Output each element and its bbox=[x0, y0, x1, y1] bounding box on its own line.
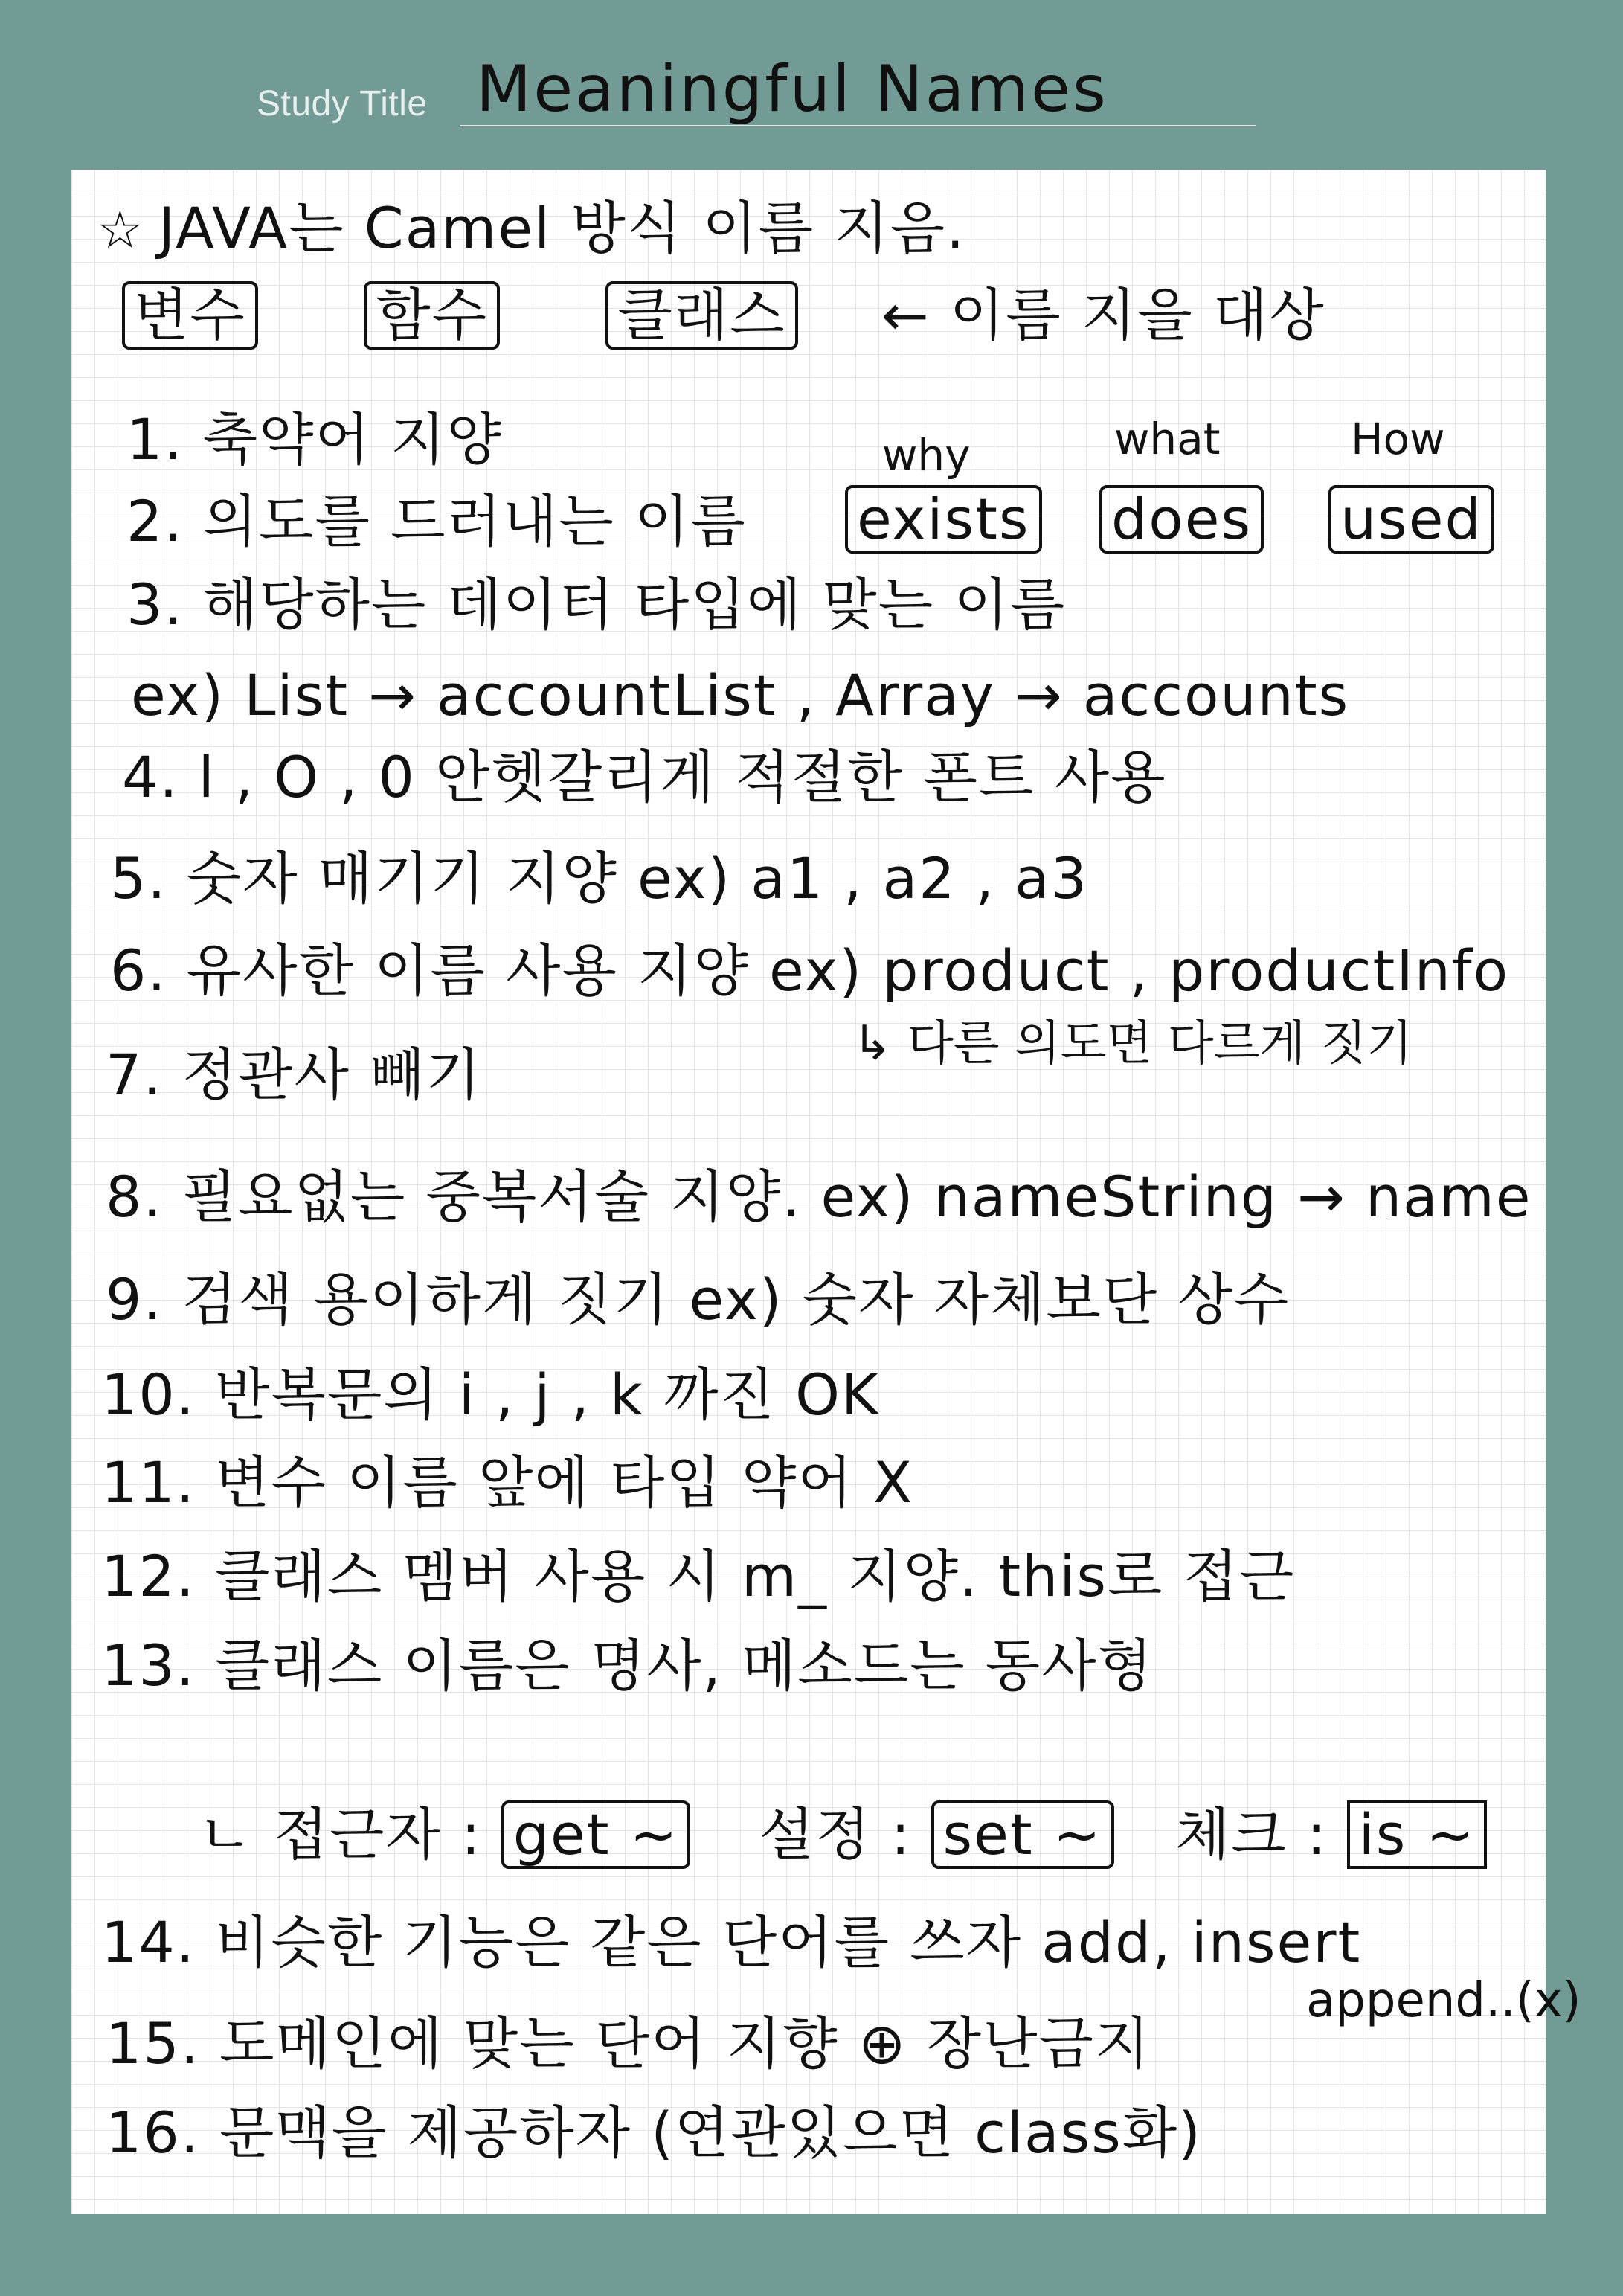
rule-1: 1. 축약어 지양 bbox=[126, 406, 503, 472]
targets-note: ← 이름 지을 대상 bbox=[881, 282, 1325, 348]
rule-15: 15. 도메인에 맞는 단어 지향 ⊕ 장난금지 bbox=[106, 2010, 1151, 2077]
rule-3: 3. 해당하는 데이터 타입에 맞는 이름 bbox=[126, 571, 1067, 638]
target-variable-box: 변수 bbox=[122, 281, 258, 350]
tag-used: used bbox=[1328, 485, 1494, 554]
rule-13-sub bbox=[198, 1800, 1487, 1869]
tag-does: does bbox=[1099, 485, 1264, 554]
rule-12: 12. 클래스 멤버 사용 시 m_ 지양. this로 접근 bbox=[101, 1543, 1296, 1609]
grid-paper bbox=[71, 170, 1581, 2214]
checker-label: 체크 : bbox=[1174, 1801, 1328, 1867]
getter-box: get ~ bbox=[501, 1800, 691, 1869]
rule-16: 16. 문맥을 제공하자 (연관있으면 class화) bbox=[106, 2100, 1202, 2166]
target-function-box: 함수 bbox=[364, 281, 500, 350]
rule-11: 11. 변수 이름 앞에 타입 약어 X bbox=[101, 1449, 914, 1516]
rule-6-note: ↳ 다른 의도면 다르게 짓기 bbox=[852, 1016, 1413, 1071]
tag-why-label: why bbox=[882, 430, 971, 481]
rule-8: 8. 필요없는 중복서술 지양. ex) nameString → name bbox=[106, 1164, 1532, 1230]
rule-5: 5. 숫자 매기기 지양 ex) a1 , a2 , a3 bbox=[110, 845, 1088, 911]
rule-10: 10. 반복문의 i , j , k 까진 OK bbox=[101, 1362, 880, 1428]
accessor-label: ㄴ 접근자 : bbox=[198, 1801, 482, 1867]
setter-box: set ~ bbox=[931, 1800, 1114, 1869]
rule-14-note: append..(x) bbox=[1306, 1973, 1581, 2028]
star-icon: ☆ bbox=[97, 199, 145, 260]
setter-label: 설정 : bbox=[759, 1801, 912, 1867]
rule-2: 2. 의도를 드러내는 이름 bbox=[126, 488, 747, 554]
study-title-value: Meaningful Names bbox=[476, 52, 1108, 126]
intro-text: JAVA는 Camel 방식 이름 지음. bbox=[158, 195, 966, 261]
tag-exists: exists bbox=[845, 485, 1042, 554]
tag-how-label: How bbox=[1351, 414, 1445, 464]
rule-4: 4. l , O , 0 안헷갈리게 적절한 폰트 사용 bbox=[122, 744, 1167, 810]
rule-9: 9. 검색 용이하게 짓기 ex) 숫자 자체보단 상수 bbox=[106, 1266, 1291, 1333]
checker-box: is ~ bbox=[1347, 1800, 1488, 1869]
intro-line bbox=[97, 195, 965, 263]
title-bar bbox=[0, 0, 1623, 164]
tag-does-box bbox=[1099, 485, 1264, 554]
target-class-box: 클래스 bbox=[605, 281, 797, 350]
rule-14: 14. 비슷한 기능은 같은 단어를 쓰자 add, insert bbox=[101, 1909, 1362, 1975]
tag-exists-box bbox=[845, 485, 1042, 554]
rule-3-example: ex) List → accountList , Array → accounts bbox=[131, 662, 1350, 728]
tag-what-label: what bbox=[1114, 414, 1221, 464]
rule-7: 7. 정관사 빼기 bbox=[106, 1042, 482, 1108]
tag-used-box bbox=[1328, 485, 1494, 554]
rule-6: 6. 유사한 이름 사용 지양 ex) product , productInfo bbox=[110, 937, 1510, 1004]
targets-line bbox=[122, 281, 1325, 350]
rule-13: 13. 클래스 이름은 명사, 메소드는 동사형 bbox=[101, 1632, 1154, 1699]
study-title-label: Study Title bbox=[257, 84, 428, 124]
